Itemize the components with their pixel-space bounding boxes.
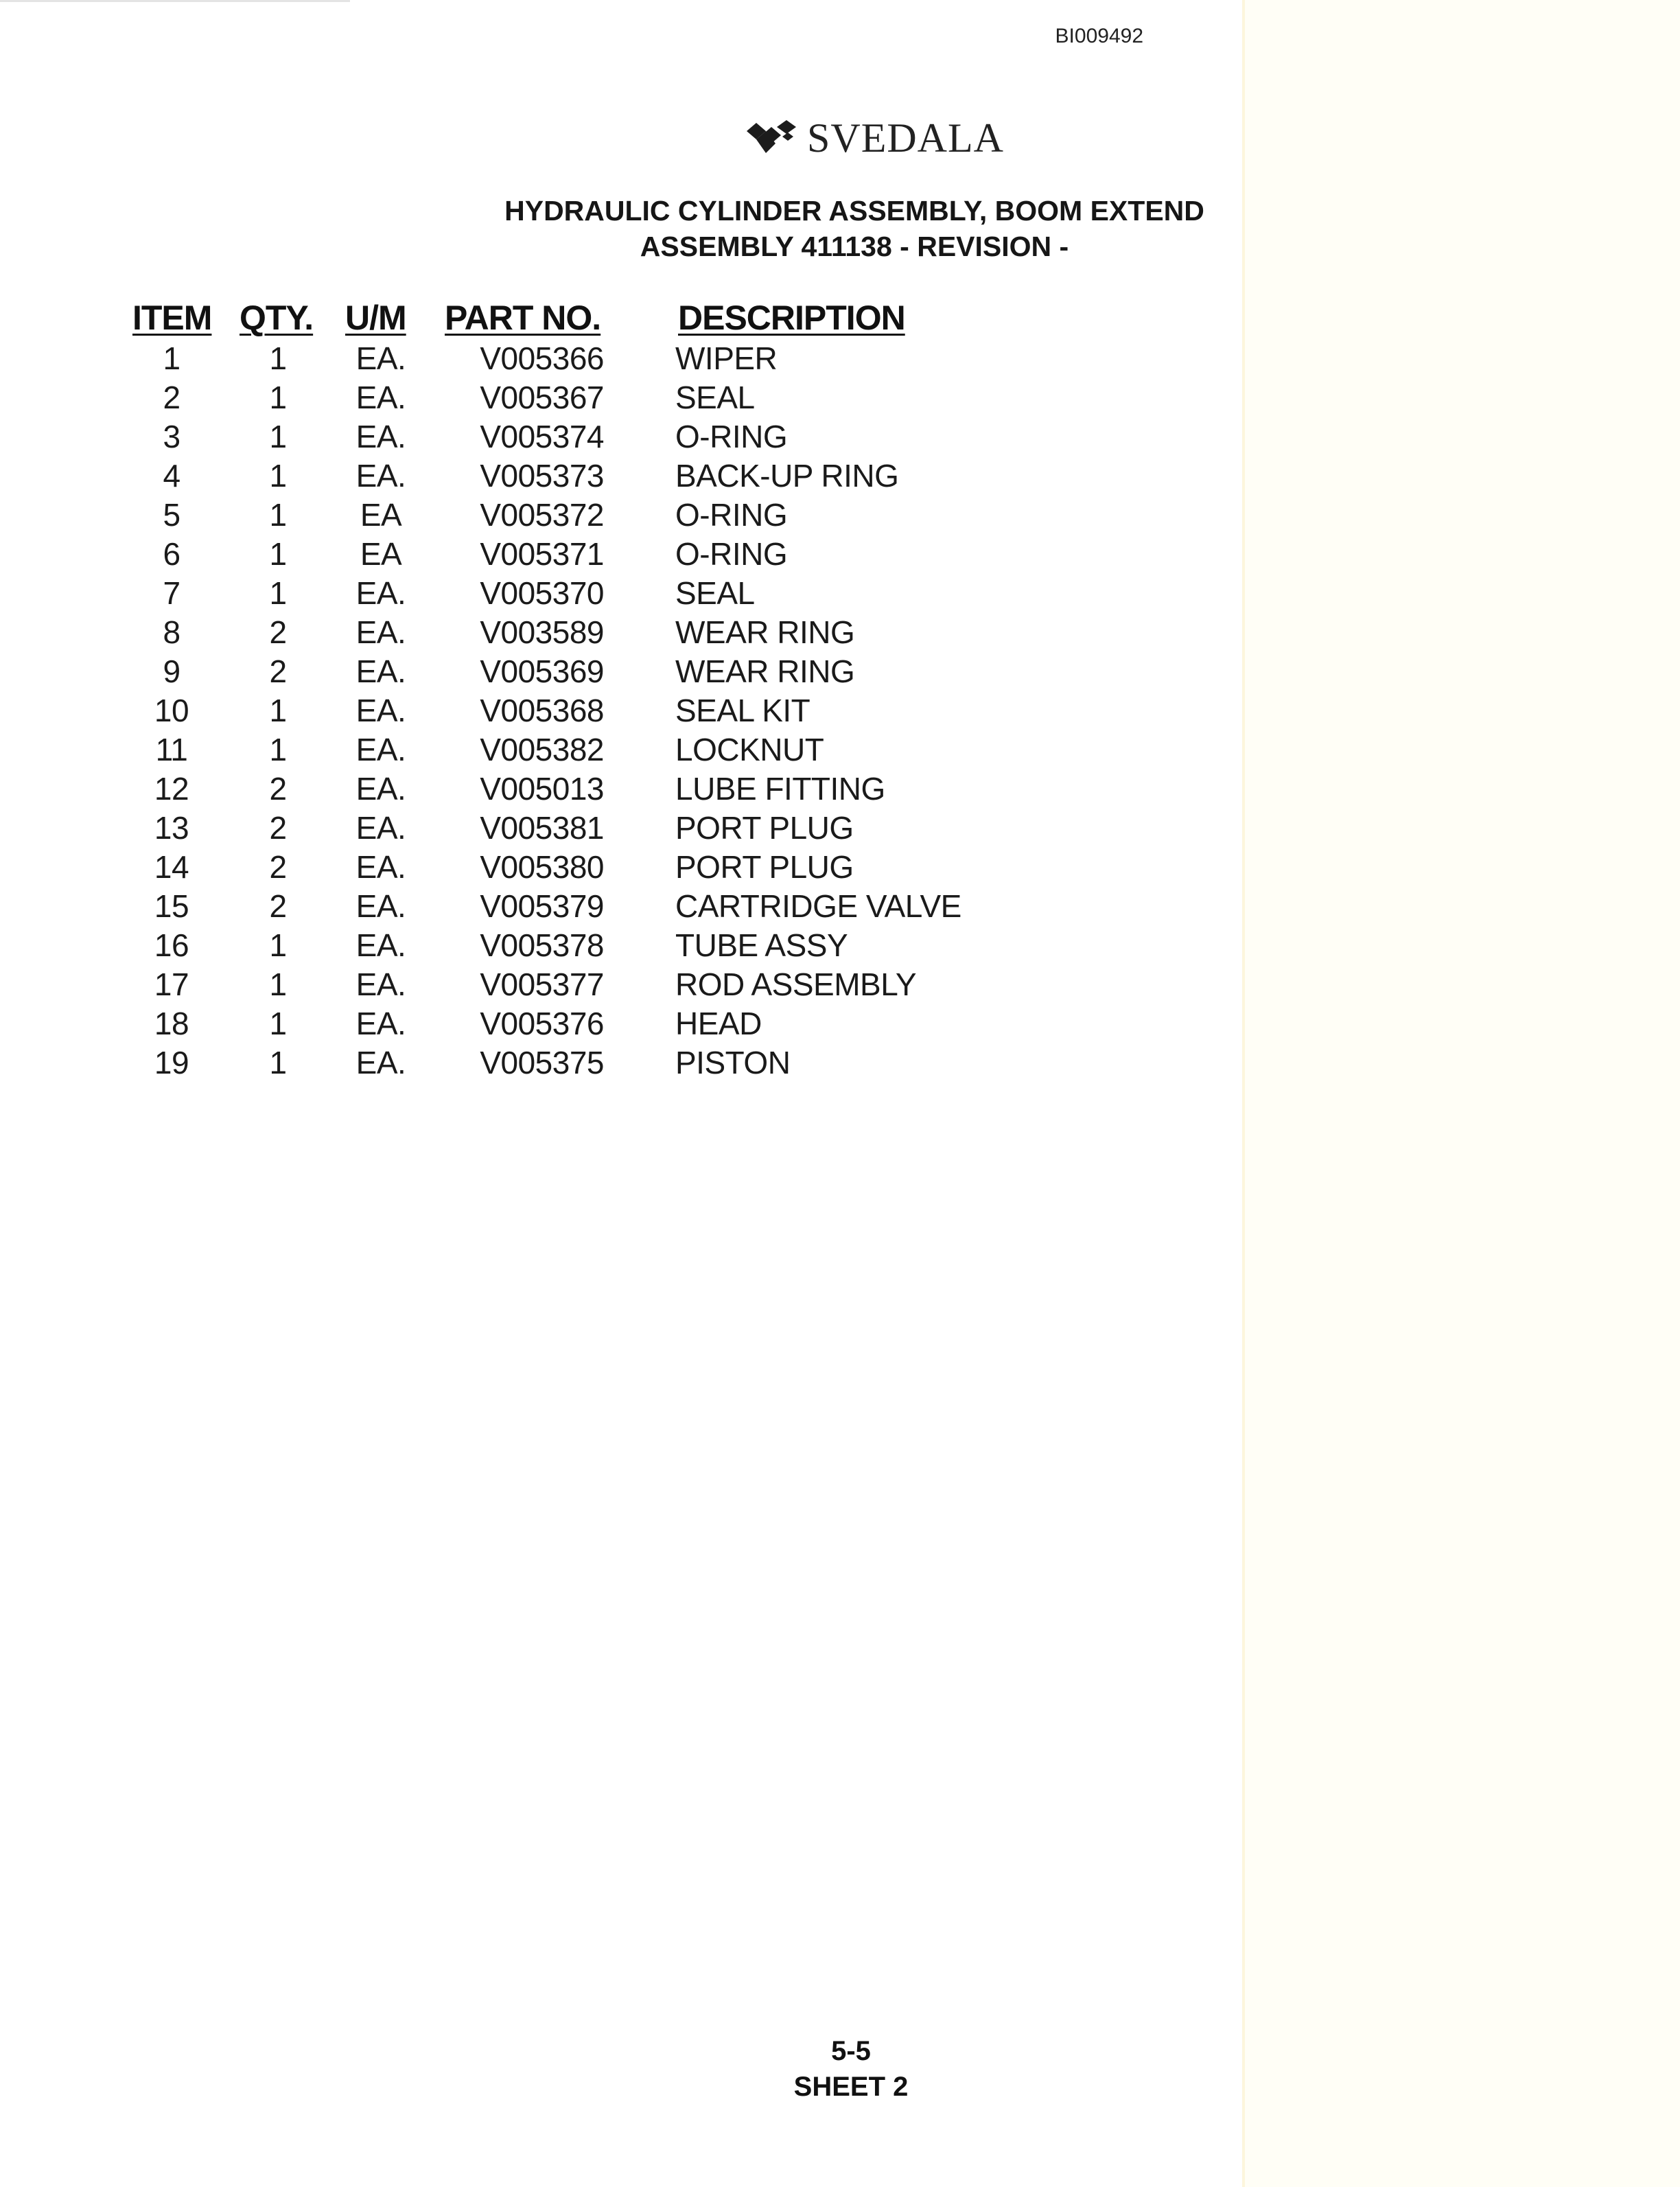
cell-item: 11 (155, 732, 188, 767)
table-row (0, 613, 1242, 652)
table-row (0, 809, 1242, 848)
cell-qty: 1 (269, 575, 287, 611)
cell-um: EA. (355, 927, 406, 963)
page-title: HYDRAULIC CYLINDER ASSEMBLY, BOOM EXTEND (504, 195, 1204, 227)
cell-part-no: V005375 (480, 1045, 604, 1080)
cell-qty: 2 (269, 888, 287, 924)
table-row (0, 378, 1242, 417)
cell-um: EA. (355, 967, 406, 1002)
cell-qty: 1 (269, 927, 287, 963)
brand-name: SVEDALA (807, 115, 1004, 161)
cell-part-no: V005378 (480, 927, 604, 963)
cell-part-no: V005380 (480, 849, 604, 885)
cell-item: 19 (154, 1045, 189, 1080)
cell-item: 13 (154, 810, 189, 846)
cell-qty: 2 (269, 771, 287, 807)
table-row (0, 1043, 1242, 1083)
cell-description: ROD ASSEMBLY (675, 967, 917, 1002)
cell-um: EA. (355, 1006, 406, 1041)
brand-logo (747, 114, 1004, 162)
cell-um: EA. (355, 810, 406, 846)
table-row (0, 339, 1242, 378)
cell-description: CARTRIDGE VALVE (675, 888, 961, 924)
column-header-item: ITEM (132, 299, 212, 337)
cell-description: SEAL KIT (675, 693, 810, 728)
cell-um: EA. (355, 693, 406, 728)
cell-item: 5 (163, 497, 180, 533)
cell-um: EA. (355, 340, 406, 376)
cell-item: 4 (163, 458, 180, 494)
cell-qty: 1 (269, 458, 287, 494)
cell-part-no: V005367 (480, 380, 604, 415)
cell-part-no: V005379 (480, 888, 604, 924)
cell-item: 3 (163, 419, 180, 454)
cell-qty: 1 (269, 693, 287, 728)
page-subtitle: ASSEMBLY 411138 - REVISION - (640, 231, 1069, 262)
cell-part-no: V005372 (480, 497, 604, 533)
cell-item: 12 (154, 771, 189, 807)
cell-um: EA. (355, 771, 406, 807)
cell-um: EA. (355, 732, 406, 767)
cell-item: 14 (154, 849, 189, 885)
cell-item: 2 (163, 380, 180, 415)
cell-part-no: V005382 (480, 732, 604, 767)
cell-qty: 1 (269, 380, 287, 415)
cell-description: SEAL (675, 380, 755, 415)
cell-description: WEAR RING (675, 653, 855, 689)
cell-um: EA. (355, 575, 406, 611)
table-row (0, 691, 1242, 730)
cell-description: PORT PLUG (675, 849, 854, 885)
cell-part-no: V005377 (480, 967, 604, 1002)
cell-part-no: V003589 (480, 614, 604, 650)
cell-part-no: V005013 (480, 771, 604, 807)
cell-description: O-RING (675, 536, 788, 572)
cell-um: EA. (355, 458, 406, 494)
cell-qty: 2 (269, 653, 287, 689)
cell-part-no: V005371 (480, 536, 604, 572)
cell-description: WIPER (675, 340, 778, 376)
cell-description: PISTON (675, 1045, 791, 1080)
table-row (0, 456, 1242, 496)
table-row (0, 769, 1242, 809)
page-number: 5-5 (831, 2036, 871, 2066)
cell-um: EA. (355, 653, 406, 689)
cell-description: LUBE FITTING (675, 771, 885, 807)
cell-item: 6 (163, 536, 180, 572)
cell-um: EA. (355, 419, 406, 454)
cell-item: 16 (154, 927, 189, 963)
cell-item: 7 (163, 575, 180, 611)
cell-part-no: V005369 (480, 653, 604, 689)
cell-qty: 1 (269, 1006, 287, 1041)
cell-qty: 1 (269, 340, 287, 376)
cell-item: 1 (163, 340, 180, 376)
table-row (0, 926, 1242, 965)
table-row (0, 730, 1242, 769)
cell-description: WEAR RING (675, 614, 855, 650)
cell-um: EA (360, 497, 402, 533)
column-header-part-no: PART NO. (445, 299, 601, 337)
table-row (0, 1004, 1242, 1043)
cell-um: EA. (355, 380, 406, 415)
cell-part-no: V005370 (480, 575, 604, 611)
svedala-diamond-logo-icon (747, 120, 803, 156)
cell-um: EA. (355, 888, 406, 924)
cell-qty: 1 (269, 419, 287, 454)
cell-qty: 1 (269, 1045, 287, 1080)
scan-edge-mark (0, 0, 350, 2)
cell-um: EA (360, 536, 402, 572)
cell-item: 9 (163, 653, 180, 689)
cell-item: 15 (154, 888, 189, 924)
cell-part-no: V005374 (480, 419, 604, 454)
cell-qty: 1 (269, 536, 287, 572)
cell-part-no: V005381 (480, 810, 604, 846)
table-row (0, 887, 1242, 926)
document-id: BI009492 (1055, 25, 1143, 47)
parts-table (0, 339, 1242, 1083)
cell-qty: 2 (269, 810, 287, 846)
column-header-qty: QTY. (240, 299, 314, 337)
sheet-label: SHEET 2 (793, 2072, 909, 2102)
cell-description: O-RING (675, 419, 788, 454)
table-row (0, 848, 1242, 887)
cell-item: 18 (154, 1006, 189, 1041)
cell-description: PORT PLUG (675, 810, 854, 846)
table-row (0, 652, 1242, 691)
cell-um: EA. (355, 1045, 406, 1080)
cell-qty: 1 (269, 732, 287, 767)
cell-description: O-RING (675, 497, 788, 533)
cell-description: TUBE ASSY (675, 927, 848, 963)
cell-qty: 2 (269, 849, 287, 885)
table-row (0, 574, 1242, 613)
cell-item: 10 (154, 693, 189, 728)
cell-part-no: V005366 (480, 340, 604, 376)
cell-item: 17 (154, 967, 189, 1002)
cell-description: BACK-UP RING (675, 458, 899, 494)
page-margin-strip (1242, 0, 1680, 2187)
table-row (0, 535, 1242, 574)
cell-item: 8 (163, 614, 180, 650)
cell-qty: 2 (269, 614, 287, 650)
table-row (0, 496, 1242, 535)
cell-part-no: V005376 (480, 1006, 604, 1041)
cell-qty: 1 (269, 967, 287, 1002)
column-header-description: DESCRIPTION (678, 299, 905, 337)
cell-description: LOCKNUT (675, 732, 824, 767)
cell-qty: 1 (269, 497, 287, 533)
table-row (0, 417, 1242, 456)
cell-um: EA. (355, 614, 406, 650)
column-header-um: U/M (345, 299, 406, 337)
table-row (0, 965, 1242, 1004)
cell-part-no: V005368 (480, 693, 604, 728)
cell-description: HEAD (675, 1006, 762, 1041)
cell-part-no: V005373 (480, 458, 604, 494)
cell-description: SEAL (675, 575, 755, 611)
cell-um: EA. (355, 849, 406, 885)
